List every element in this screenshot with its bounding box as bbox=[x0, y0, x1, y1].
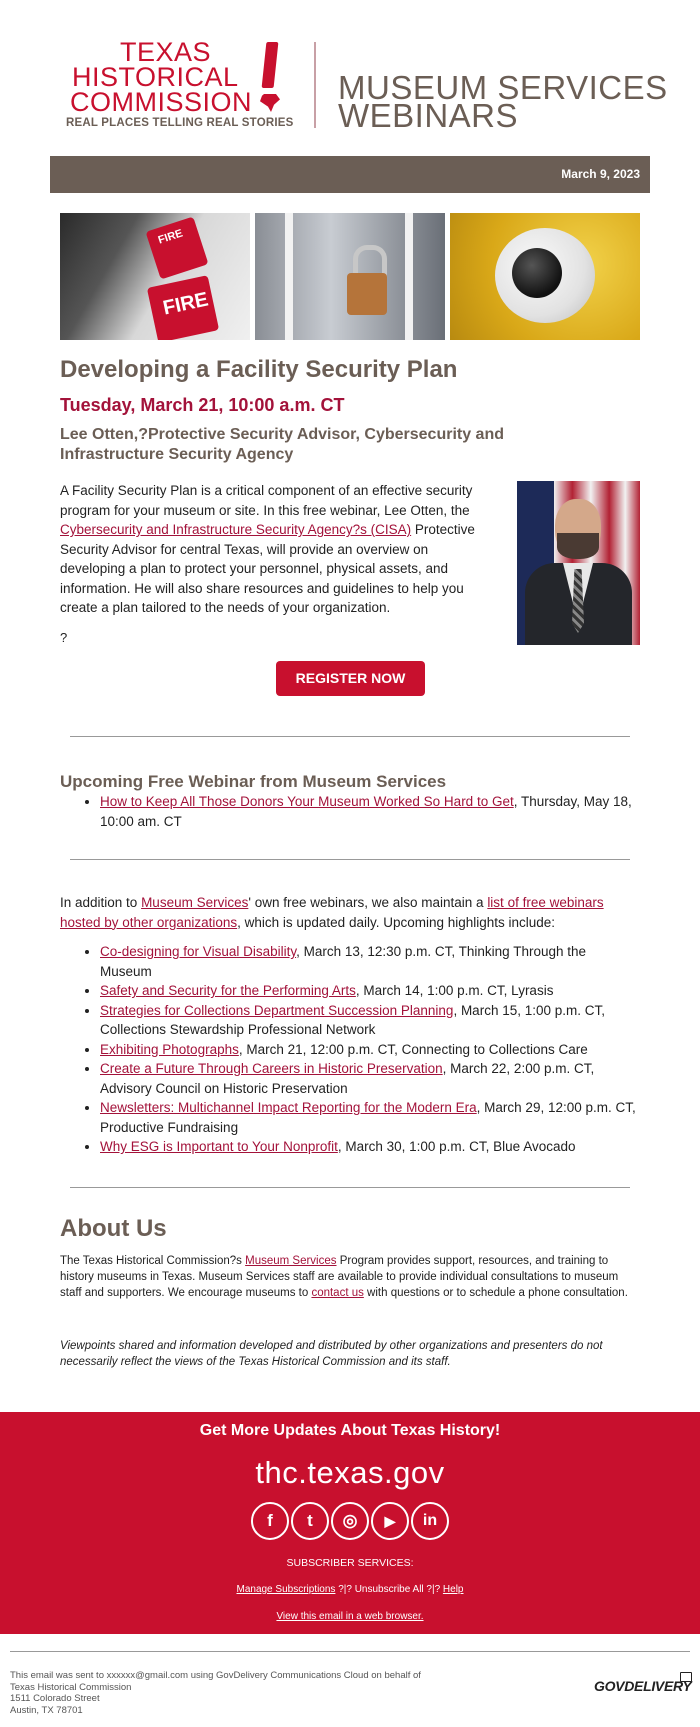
event-description-text: A Facility Security Plan is a critical component of an effective security program for your museum or site. In this free webinar, Lee Otten, the bbox=[60, 483, 473, 518]
social-links bbox=[251, 1502, 451, 1540]
list-item-details: , March 13, 12:30 p.m. CT, Thinking Through the Museum bbox=[100, 944, 587, 979]
highlights-list bbox=[60, 942, 640, 1157]
list-item-details: , Thursday, May 18, 10:00 am. CT bbox=[100, 794, 632, 829]
newsletter-title bbox=[338, 69, 668, 134]
list-item bbox=[100, 1040, 640, 1060]
upcoming-list bbox=[60, 792, 640, 831]
newsletter-title-line2: WEBINARS bbox=[338, 97, 519, 134]
additional-text: , which is updated daily. Upcoming highlights include: bbox=[237, 914, 556, 930]
list-item-details: , March 22, 2:00 p.m. CT, Advisory Council on Historic Preservation bbox=[100, 1061, 595, 1096]
twitter-icon[interactable]: t bbox=[291, 1502, 329, 1540]
sent-notice-line: Austin, TX 78701 bbox=[10, 1704, 83, 1716]
footer-site-link[interactable]: thc.texas.gov bbox=[255, 1455, 445, 1490]
fire-alarm-photo bbox=[60, 213, 250, 340]
museum-services-link[interactable]: Museum Services bbox=[141, 895, 249, 910]
manage-subscriptions-link[interactable]: Manage Subscriptions bbox=[236, 1584, 336, 1595]
webinar-link[interactable]: Safety and Security for the Performing Arts bbox=[100, 983, 356, 998]
about-museum-services-link[interactable]: Museum Services bbox=[245, 1255, 337, 1267]
register-now-button[interactable]: REGISTER NOW bbox=[276, 661, 425, 696]
webinar-link[interactable]: Strategies for Collections Department Succession Planning bbox=[100, 1002, 454, 1018]
list-item-details: , March 14, 1:00 p.m. CT, Lyrasis bbox=[355, 983, 554, 998]
sent-notice bbox=[10, 1670, 470, 1716]
upcoming-heading: Upcoming Free Webinar from Museum Services bbox=[60, 772, 447, 791]
web-view bbox=[0, 1611, 700, 1622]
additional-text: ' own free webinars, we also maintain a bbox=[248, 895, 488, 910]
photo-strip bbox=[60, 213, 640, 340]
webinar-link[interactable]: Newsletters: Multichannel Impact Reporting for the Modern Era bbox=[100, 1100, 477, 1115]
additional-intro bbox=[60, 893, 640, 932]
logo-text-texas: TEXAS bbox=[120, 37, 212, 67]
help-link[interactable]: Help bbox=[442, 1584, 464, 1595]
list-item bbox=[100, 981, 640, 1001]
logo-tagline: REAL PLACES TELLING REAL STORIES bbox=[66, 117, 294, 129]
linkedin-icon[interactable]: in bbox=[411, 1502, 449, 1540]
about-text: The Texas Historical Commission?s bbox=[60, 1255, 246, 1267]
stray-character: ? bbox=[60, 630, 68, 645]
fire-label-top: FIRE bbox=[156, 227, 185, 247]
logo-text-commission: COMMISSION bbox=[70, 87, 253, 117]
list-item bbox=[100, 1001, 640, 1040]
list-item bbox=[100, 1098, 640, 1137]
donors-webinar-link[interactable]: How to Keep All Those Donors Your Museum Worked So Hard to Get bbox=[100, 794, 514, 809]
webinar-link[interactable]: Create a Future Through Careers in Historic Preservation bbox=[100, 1061, 443, 1076]
security-camera-photo bbox=[450, 213, 640, 340]
free-webinars-list-link[interactable]: list of free webinars hosted by other organizations bbox=[60, 895, 604, 930]
event-title: Developing a Facility Security Plan bbox=[60, 356, 458, 383]
event-description bbox=[60, 481, 490, 618]
about-paragraph bbox=[60, 1253, 640, 1301]
list-item bbox=[100, 1059, 640, 1098]
disclaimer: Viewpoints shared and information developed and distributed by other organizations and presenters do not necessarily reflect the views of the Texas Historical Commission and its staff. bbox=[60, 1340, 603, 1368]
footer-title: Get More Updates About Texas History! bbox=[199, 1422, 501, 1439]
speaker-portrait bbox=[517, 481, 640, 645]
sent-notice-line: Texas Historical Commission bbox=[10, 1681, 132, 1693]
subscription-links bbox=[0, 1584, 700, 1595]
bottom-divider bbox=[10, 1651, 690, 1652]
exclamation-texas-icon bbox=[264, 42, 278, 102]
view-in-browser-link[interactable]: View this email in a web browser. bbox=[276, 1611, 424, 1622]
facebook-icon[interactable]: f bbox=[251, 1502, 289, 1540]
webinar-link[interactable]: Why ESG is Important to Your Nonprofit bbox=[100, 1139, 338, 1154]
sent-notice-line: 1511 Colorado Street bbox=[10, 1693, 100, 1704]
contact-us-link[interactable]: contact us bbox=[311, 1287, 364, 1299]
govdelivery-logo[interactable]: GOVDELIVERY bbox=[594, 1678, 692, 1694]
list-item-details: , March 15, 1:00 p.m. CT, Collections Stewardship Professional Network bbox=[100, 1002, 605, 1037]
list-item bbox=[100, 792, 640, 831]
section-divider bbox=[70, 859, 630, 860]
logo-text-historical: HISTORICAL bbox=[72, 62, 239, 92]
about-text: with questions or to schedule a phone consultation. bbox=[363, 1287, 628, 1299]
list-item-details: , March 29, 12:00 p.m. CT, Productive Fundraising bbox=[100, 1100, 636, 1135]
header-divider bbox=[314, 42, 316, 128]
youtube-icon[interactable]: ▶ bbox=[371, 1502, 409, 1540]
about-text: Program provides support, resources, and training to history museums in Texas. Museum Services staff are available to provide individual consultations to museum staff and supporters. We encourage museums to bbox=[60, 1255, 619, 1299]
sent-notice-line: This email was sent to xxxxxx@gmail.com using GovDelivery Communications Cloud on behalf of bbox=[10, 1670, 421, 1681]
issue-date: March 9, 2023 bbox=[561, 167, 640, 181]
section-divider bbox=[70, 736, 630, 737]
section-divider bbox=[70, 1187, 630, 1188]
instagram-icon[interactable]: ◎ bbox=[331, 1502, 369, 1540]
fire-label-bottom: FIRE bbox=[161, 288, 211, 320]
envelope-icon bbox=[680, 1672, 692, 1682]
additional-text: In addition to bbox=[60, 895, 142, 910]
unsubscribe-all-text[interactable]: ?|? Unsubscribe All ?|? bbox=[335, 1584, 443, 1595]
list-item-details: , March 21, 12:00 p.m. CT, Connecting to Collections Care bbox=[238, 1041, 588, 1057]
list-item bbox=[100, 1137, 640, 1157]
newsletter-title-line1: MUSEUM SERVICES bbox=[338, 69, 668, 106]
list-item-details: , March 30, 1:00 p.m. CT, Blue Avocado bbox=[337, 1139, 576, 1154]
list-item bbox=[100, 942, 640, 981]
event-datetime: Tuesday, March 21, 10:00 a.m. CT bbox=[60, 395, 345, 415]
event-description-text-cont: Protective Security Advisor for central Texas, will provide an overview on developing a plan to protect your personnel, physical assets, and information. He will also share resources and guidelines to help you create a plan tailored to the needs of your organization. bbox=[60, 522, 475, 615]
date-bar bbox=[50, 156, 650, 193]
webinar-link[interactable]: Exhibiting Photographs bbox=[100, 1041, 239, 1057]
event-speaker: Lee Otten,?Protective Security Advisor, Cybersecurity and Infrastructure Security Agency bbox=[60, 426, 504, 463]
footer-banner bbox=[0, 1412, 700, 1634]
cisa-link[interactable]: Cybersecurity and Infrastructure Security Agency?s (CISA) bbox=[60, 522, 412, 537]
subscriber-services-label: SUBSCRIBER SERVICES: bbox=[286, 1557, 414, 1569]
email-header bbox=[0, 0, 700, 150]
about-heading: About Us bbox=[60, 1215, 167, 1242]
padlock-photo bbox=[255, 213, 445, 340]
webinar-link[interactable]: Co-designing for Visual Disability bbox=[100, 944, 297, 959]
